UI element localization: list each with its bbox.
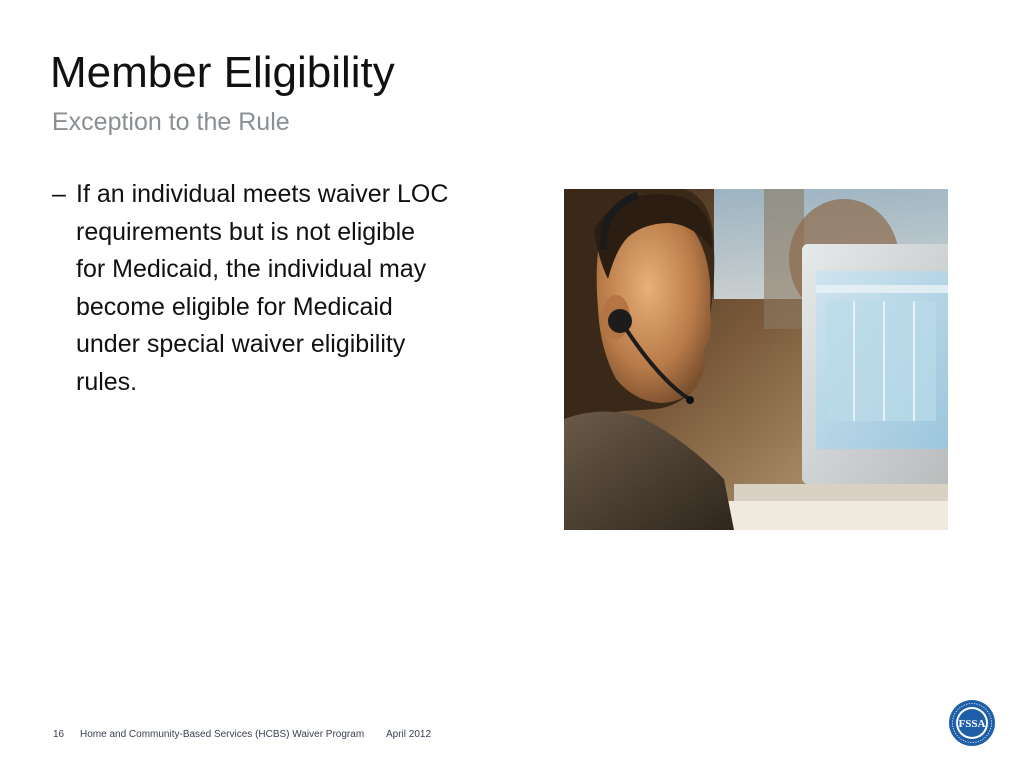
slide-subtitle: Exception to the Rule — [52, 108, 290, 136]
bullet-line: If an individual meets waiver LOC — [76, 180, 449, 208]
footer-program-name: Home and Community-Based Services (HCBS) Waiver Program — [80, 729, 365, 740]
bullet-line: rules. — [76, 367, 138, 396]
bullet-item — [52, 176, 522, 401]
page-number: 16 — [53, 729, 65, 740]
bullet-line: requirements but is not eligible — [76, 217, 416, 246]
footer-date: April 2012 — [386, 729, 432, 740]
bullet-line: become eligible for Medicaid — [76, 292, 393, 321]
bullet-dash: – — [52, 180, 66, 208]
photo-illustration — [564, 189, 948, 530]
slide-title: Member Eligibility — [50, 48, 395, 97]
bullet-line: for Medicaid, the individual may — [76, 255, 427, 283]
fssa-logo — [948, 699, 996, 747]
call-center-photo — [564, 189, 948, 530]
bullet-line: under special waiver eligibility — [76, 330, 406, 358]
fssa-seal-icon — [948, 699, 996, 747]
svg-text:FSSA: FSSA — [958, 718, 986, 730]
bullet-text — [76, 176, 522, 401]
